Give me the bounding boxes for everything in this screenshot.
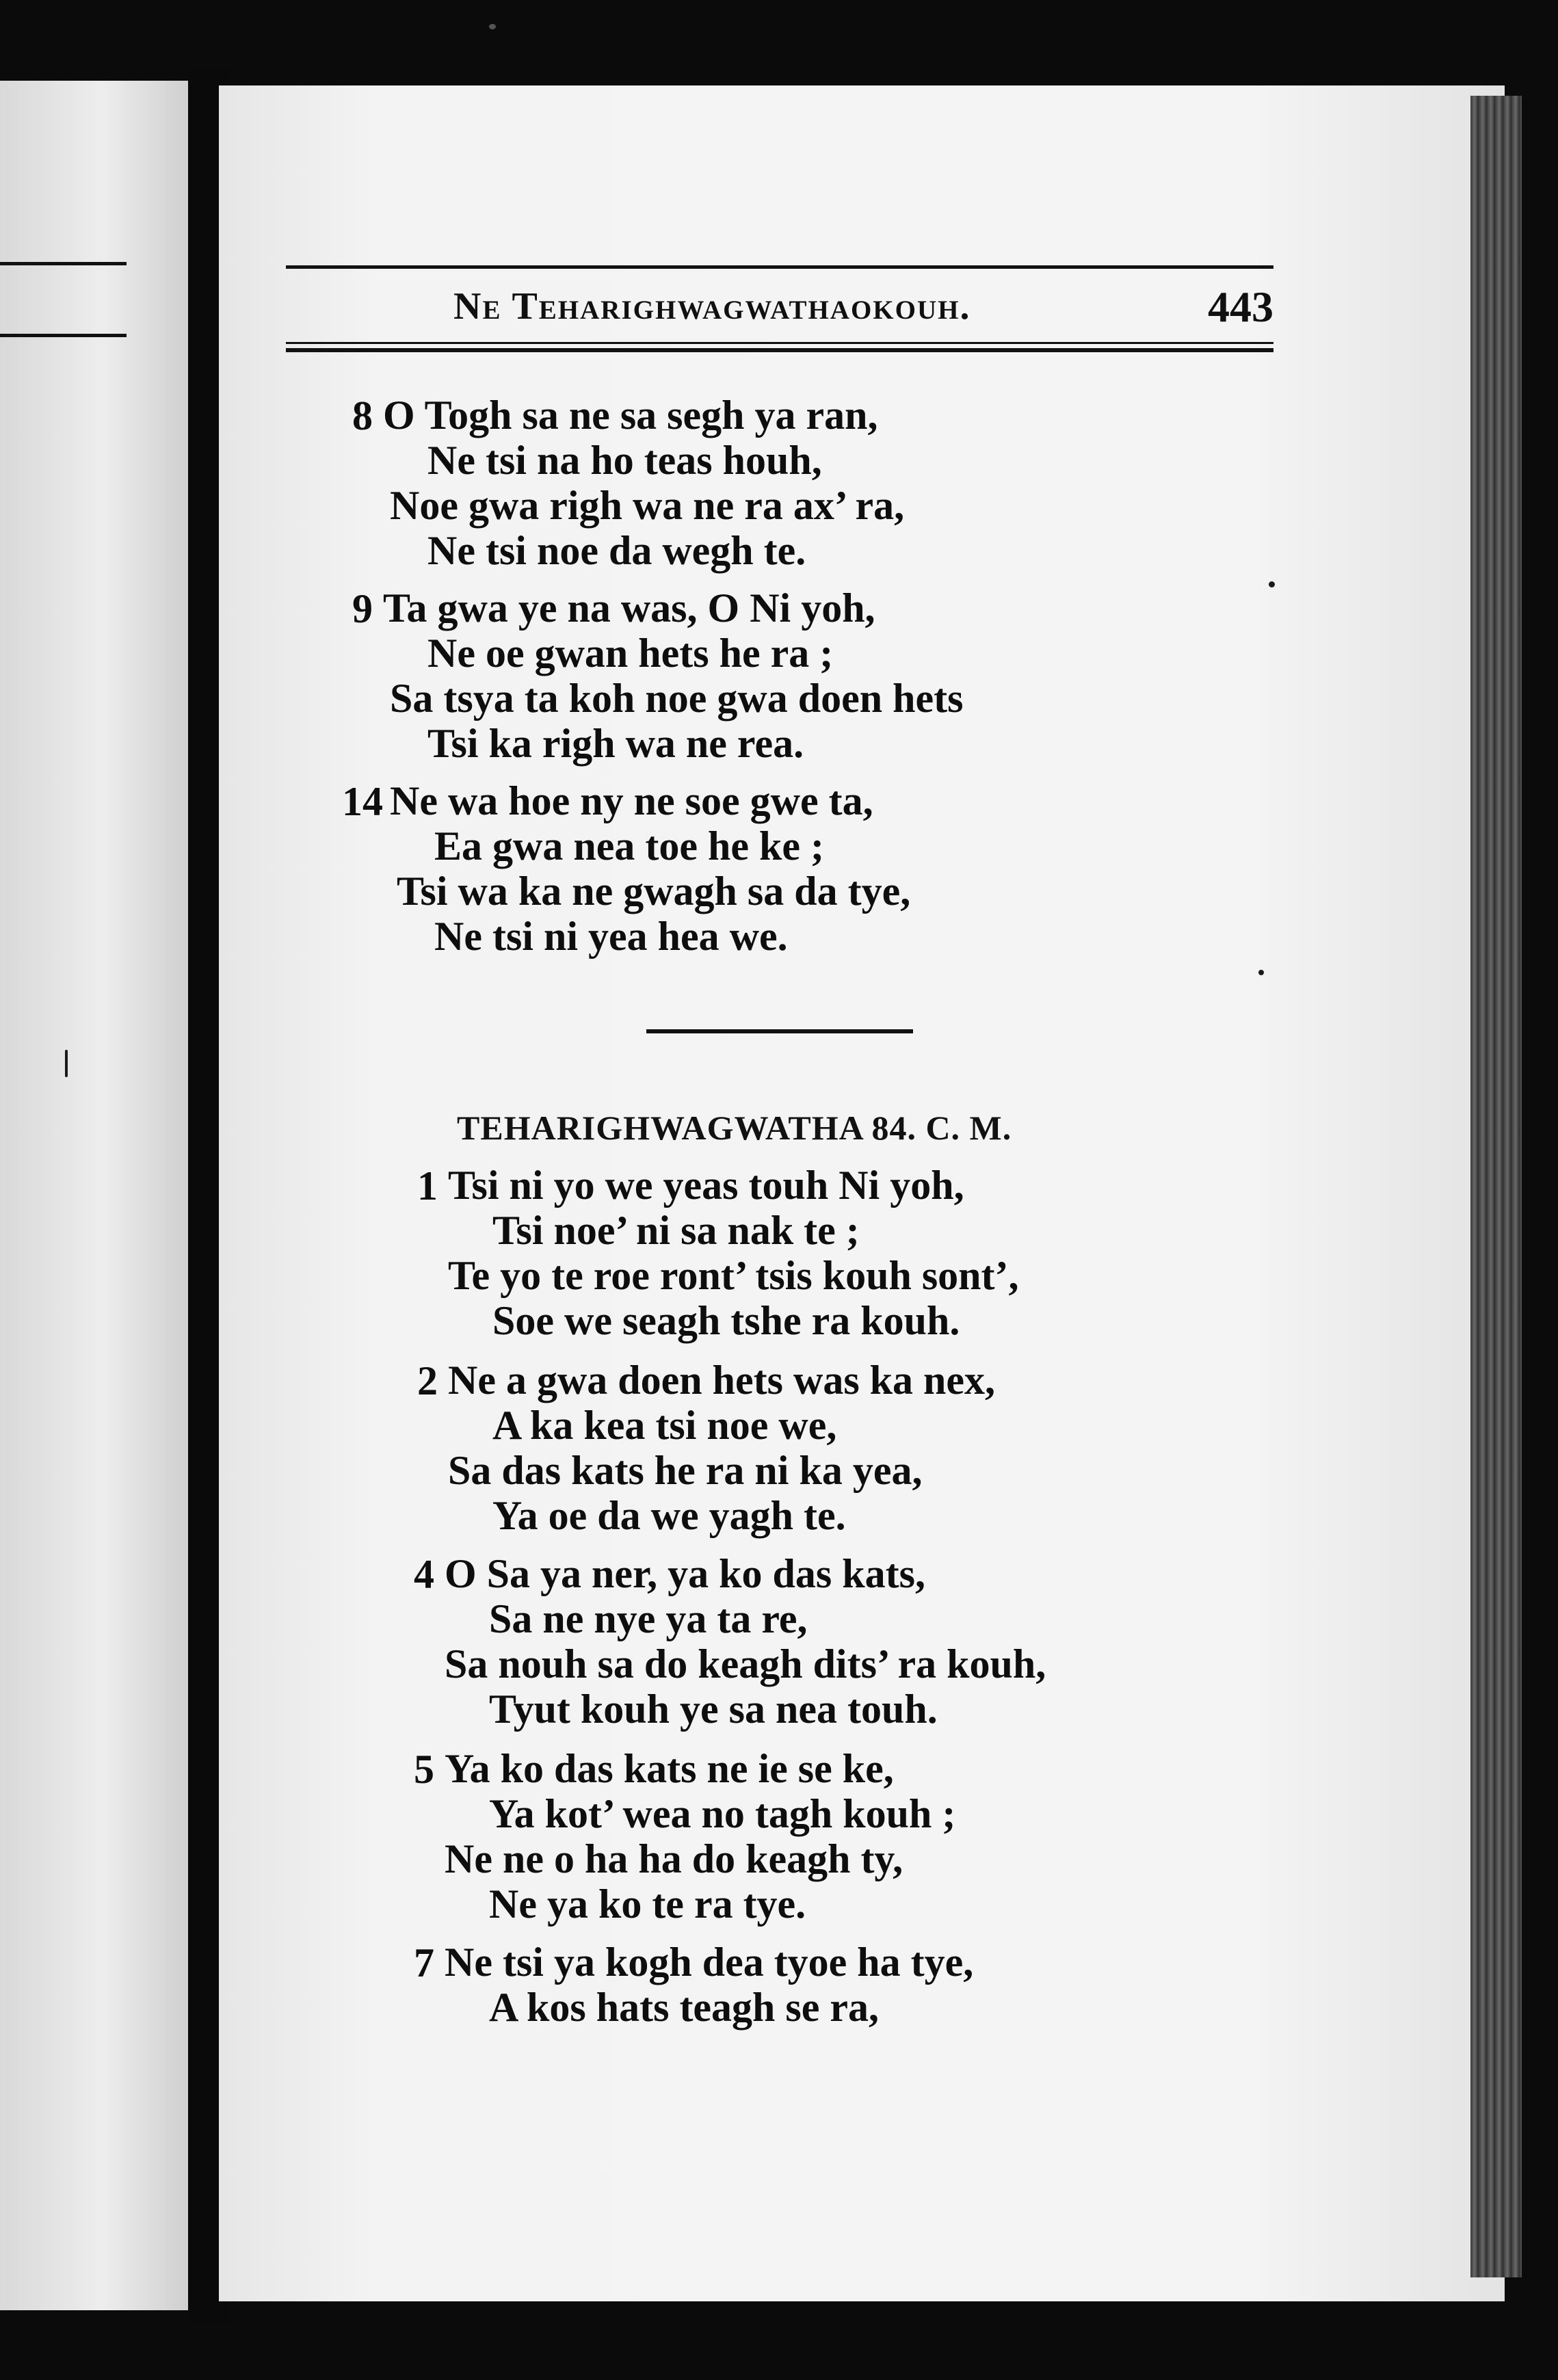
verse-9: [352, 585, 964, 766]
scan-speck: [489, 24, 496, 29]
verse-line: Ea gwa nea toe he ke ;: [434, 823, 824, 869]
verse-line: Ne tsi ni yea hea we.: [434, 914, 788, 959]
verse-8: [352, 393, 905, 573]
verse-number: 14: [342, 779, 383, 824]
running-title: Ne Teharighwagwathaokouh.: [453, 285, 971, 328]
header-rule-bottom-thick: [286, 348, 1273, 352]
verse-line: Soe we seagh tshe ra kouh.: [492, 1298, 960, 1343]
verse-line: Ne wa hoe ny ne soe gwe ta,: [390, 778, 873, 823]
verse-5: [414, 1746, 956, 1927]
verse-line: Ne tsi na ho teas houh,: [427, 438, 822, 483]
verse-number: 2: [417, 1358, 438, 1403]
verse-line: Sa ne nye ya ta re,: [489, 1596, 808, 1641]
verse-line: Ne tsi ya kogh dea tyoe ha tye,: [445, 1940, 974, 1985]
verse-line: O Sa ya ner, ya ko das kats,: [445, 1551, 925, 1596]
verse-line: Sa nouh sa do keagh dits’ ra kouh,: [445, 1641, 1046, 1687]
verse-line: Sa das kats he ra ni ka yea,: [448, 1448, 923, 1493]
verse-line: O Togh sa ne sa segh ya ran,: [383, 393, 878, 438]
hymn-title: TEHARIGHWAGWATHA 84. C. M.: [457, 1109, 1012, 1147]
scan-speck: [1258, 970, 1264, 975]
verse-line: Tsi noe’ ni sa nak te ;: [492, 1208, 860, 1253]
verse-2: [417, 1358, 996, 1538]
verse-number: 8: [352, 393, 373, 438]
header-rule-bottom-thin: [286, 342, 1273, 344]
verse-7: [414, 1940, 974, 2030]
verse-line: Tsi wa ka ne gwagh sa da tye,: [397, 869, 911, 914]
scan-speck: [65, 1050, 68, 1077]
verse-line: Ne tsi noe da wegh te.: [427, 528, 806, 573]
verse-number: 7: [414, 1940, 434, 1985]
verse-line: Ne a gwa doen hets was ka nex,: [448, 1358, 996, 1403]
verse-line: Te yo te roe ront’ tsis kouh sont’,: [448, 1253, 1019, 1298]
verse-line: A ka kea tsi noe we,: [492, 1403, 837, 1448]
verse-number: 9: [352, 586, 373, 631]
verse-line: Ya kot’ wea no tagh kouh ;: [489, 1791, 956, 1836]
verse-line: Ya oe da we yagh te.: [492, 1493, 846, 1538]
verse-line: Ta gwa ye na was, O Ni yoh,: [383, 585, 875, 631]
verse-line: Tsi ka righ wa ne rea.: [427, 721, 804, 766]
verse-line: Tsi ni yo we yeas touh Ni yoh,: [448, 1163, 964, 1208]
verse-line: Ne ya ko te ra tye.: [489, 1881, 806, 1927]
verse-line: Tyut kouh ye sa nea touh.: [489, 1687, 938, 1732]
running-head: [286, 278, 1273, 339]
hymn-separator-rule: [646, 1029, 913, 1033]
header-rule-top: [286, 265, 1273, 269]
facing-page-rule-top: [0, 262, 127, 265]
verse-line: Ne oe gwan hets he ra ;: [427, 631, 834, 676]
verse-line: A kos hats teagh se ra,: [489, 1985, 880, 2030]
facing-page-rule-bottom: [0, 334, 127, 337]
verse-line: Sa tsya ta koh noe gwa doen hets: [390, 676, 964, 721]
verse-1: [417, 1163, 1019, 1343]
verse-line: Ya ko das kats ne ie se ke,: [445, 1746, 894, 1791]
verse-number: 4: [414, 1552, 434, 1597]
verse-line: Ne ne o ha ha do keagh ty,: [445, 1836, 903, 1881]
page-stack-edge: [1470, 96, 1522, 2277]
page-number: 443: [1208, 282, 1273, 331]
verse-14: [342, 778, 911, 959]
verse-line: Noe gwa righ wa ne ra ax’ ra,: [390, 483, 905, 528]
facing-page-edge: [0, 81, 188, 2310]
scan-speck: [1269, 581, 1275, 587]
verse-number: 5: [414, 1747, 434, 1792]
verse-number: 1: [417, 1163, 438, 1208]
verse-4: [414, 1551, 1046, 1732]
